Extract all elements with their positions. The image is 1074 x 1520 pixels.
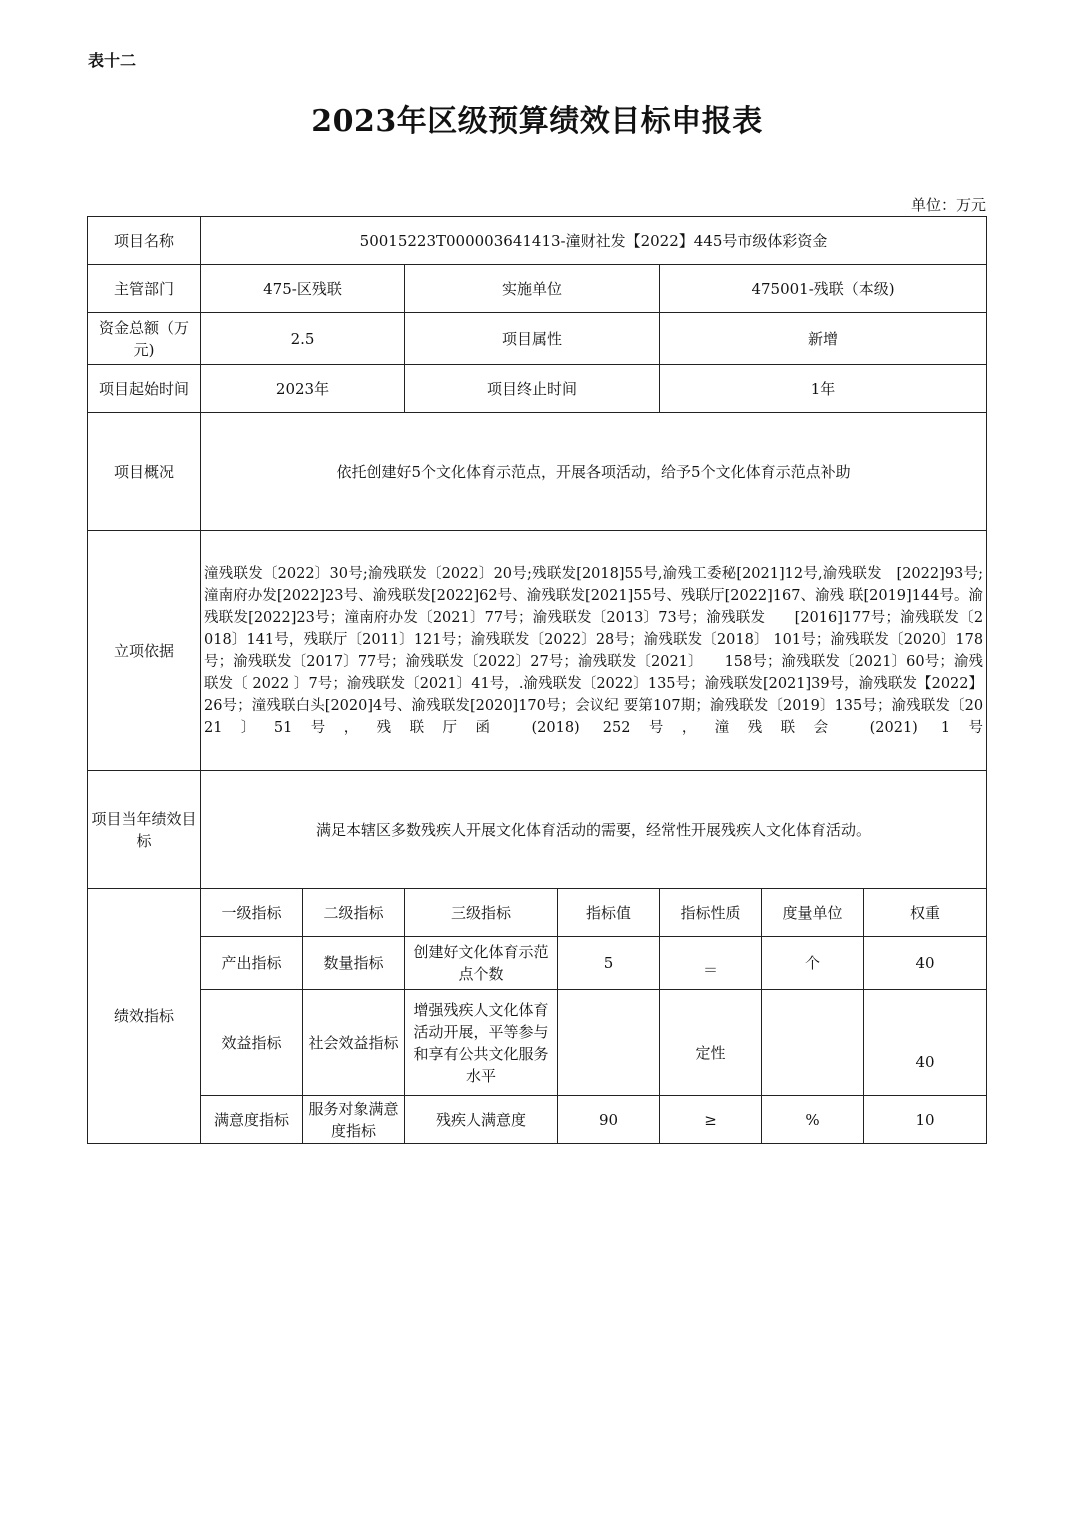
basis-label: 立项依据 <box>88 531 201 771</box>
unit-label: 单位：万元 <box>910 196 986 214</box>
indicator-cell: 产出指标 <box>201 937 303 990</box>
start-time-label: 项目起始时间 <box>88 365 201 413</box>
row-period <box>88 365 987 413</box>
column-header: 指标值 <box>558 889 660 937</box>
project-attribute-label: 项目属性 <box>405 313 660 365</box>
indicator-cell: 社会效益指标 <box>303 990 405 1096</box>
row-overview <box>88 413 987 531</box>
row-department <box>88 265 987 313</box>
department-label: 主管部门 <box>88 265 201 313</box>
indicator-cell: ＝ <box>660 937 762 990</box>
indicator-header-row <box>88 889 987 937</box>
indicators-section-label: 绩效指标 <box>88 889 201 1144</box>
project-attribute-value: 新增 <box>660 313 987 365</box>
indicator-row <box>88 1096 987 1144</box>
indicator-cell: 定性 <box>660 990 762 1096</box>
department-value: 475-区残联 <box>201 265 405 313</box>
page-title: 2023年区级预算绩效目标申报表 <box>311 104 763 139</box>
indicator-cell: 创建好文化体育示范点个数 <box>405 937 558 990</box>
column-header: 权重 <box>864 889 987 937</box>
column-header: 度量单位 <box>762 889 864 937</box>
project-name-value: 50015223T000003641413-潼财社发【2022】445号市级体彩资金 <box>201 217 987 265</box>
indicator-cell: % <box>762 1096 864 1144</box>
end-time-label: 项目终止时间 <box>405 365 660 413</box>
basis-value <box>201 531 987 771</box>
indicator-cell: 满意度指标 <box>201 1096 303 1144</box>
table-number-label: 表十二 <box>88 51 137 70</box>
budget-performance-table <box>87 216 987 1144</box>
end-time-value: 1年 <box>660 365 987 413</box>
indicator-cell: 数量指标 <box>303 937 405 990</box>
indicator-cell: 5 <box>558 937 660 990</box>
indicator-cell: 40 <box>864 990 987 1096</box>
goal-label: 项目当年绩效目标 <box>88 771 201 889</box>
column-header: 三级指标 <box>405 889 558 937</box>
project-name-label: 项目名称 <box>88 217 201 265</box>
indicator-cell: 增强残疾人文化体育活动开展，平等参与和享有公共文化服务水平 <box>405 990 558 1096</box>
indicator-row <box>88 990 987 1096</box>
total-amount-label: 资金总额（万元) <box>88 313 201 365</box>
indicator-cell: 效益指标 <box>201 990 303 1096</box>
indicator-cell <box>558 990 660 1096</box>
indicator-cell: 10 <box>864 1096 987 1144</box>
indicator-cell: 90 <box>558 1096 660 1144</box>
indicator-cell: ≥ <box>660 1096 762 1144</box>
indicator-cell <box>762 990 864 1096</box>
row-project-name <box>88 217 987 265</box>
start-time-value: 2023年 <box>201 365 405 413</box>
overview-label: 项目概况 <box>88 413 201 531</box>
row-basis <box>88 531 987 771</box>
implementing-unit-label: 实施单位 <box>405 265 660 313</box>
column-header: 一级指标 <box>201 889 303 937</box>
row-goal <box>88 771 987 889</box>
indicator-cell: 40 <box>864 937 987 990</box>
basis-text: 潼残联发〔2022〕30号;渝残联发〔2022〕20号;残联发[2018]55号,渝残工委秘[2021]12号,渝残联发 [2022]93号;潼南府办发[2022]23号、渝残联发[2022]62号、渝残联发[2021]55号、残联厅[2022]167、渝残 联[2019]144号。渝残联发[2022]23号；潼南府办发〔2021〕77号；渝残联发〔2013〕73号；渝残联发 [2016]177号；渝残联发〔2018〕141号，残联厅〔2011〕121号；渝残联发〔2022〕28号；渝残联发〔2018〕 101号；渝残联发〔2020〕178号；渝残联发〔2017〕77号；渝残联发〔2022〕27号；渝残联发〔2021〕 158号；渝残联发〔2021〕60号；渝残联发〔 2022 〕7号；渝残联发〔2021〕41号，.渝残联发〔2022〕135号；渝残联发[2021]39号，渝残联发【2022】26号；潼残联白头[2020]4号、渝残联发[2020]170号；会议纪 要第107期；渝残联发〔2019〕135号；渝残联发〔2021〕51号，残联厅函 (2018) 252号，潼残联会 (2021) 1号 <box>204 565 984 736</box>
implementing-unit-value: 475001-残联（本级) <box>660 265 987 313</box>
total-amount-value: 2.5 <box>201 313 405 365</box>
column-header: 二级指标 <box>303 889 405 937</box>
goal-value: 满足本辖区多数残疾人开展文化体育活动的需要，经常性开展残疾人文化体育活动。 <box>201 771 987 889</box>
indicator-cell: 残疾人满意度 <box>405 1096 558 1144</box>
indicator-cell: 个 <box>762 937 864 990</box>
column-header: 指标性质 <box>660 889 762 937</box>
indicator-cell: 服务对象满意度指标 <box>303 1096 405 1144</box>
row-amount <box>88 313 987 365</box>
overview-value: 依托创建好5个文化体育示范点，开展各项活动，给予5个文化体育示范点补助 <box>201 413 987 531</box>
indicator-row <box>88 937 987 990</box>
